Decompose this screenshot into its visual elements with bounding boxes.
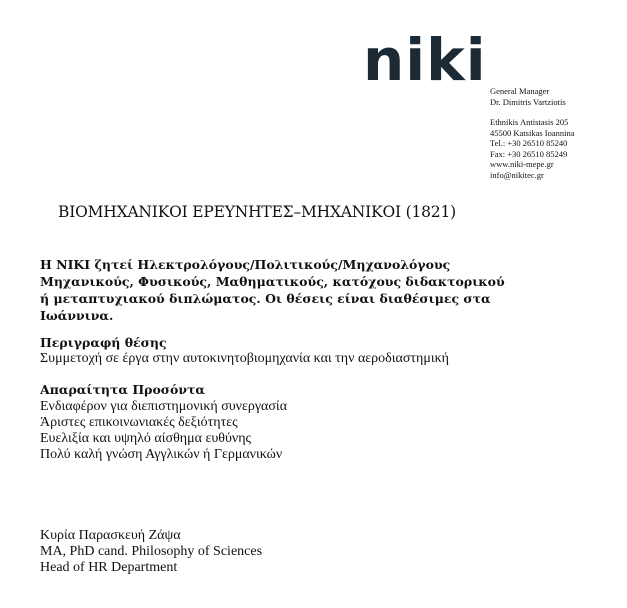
contact-name: Dr. Dimitris Vartziotis	[490, 96, 566, 107]
document-title: ΒΙΟΜΗΧΑΝΙΚΟΙ ΕΡΕΥΝΗΤΕΣ–ΜΗΧΑΝΙΚΟΙ (1821)	[58, 203, 456, 221]
requirement-item: Ενδιαφέρον για διεπιστημονική συνεργασία	[40, 399, 288, 414]
contact-tel: Tel.: +30 26510 85240	[490, 138, 568, 148]
requirements-heading: Απαραίτητα Προσόντα	[40, 382, 206, 397]
requirement-item: Άριστες επικοινωνιακές δεξιότητες	[40, 415, 238, 430]
requirement-item: Πολύ καλή γνώση Αγγλικών ή Γερμανικών	[40, 447, 283, 462]
requirements-list	[40, 399, 287, 463]
contact-block	[490, 86, 625, 180]
contact-role: General Manager	[490, 86, 550, 96]
signature-position: Head of HR Department	[40, 560, 178, 575]
signature-credentials: MA, PhD cand. Philosophy of Sciences	[40, 544, 263, 559]
contact-address-line1: Ethnikis Antistasis 205	[490, 117, 569, 127]
requirement-item: Ευελιξία και υψηλό αίσθημα ευθύνης	[40, 431, 252, 446]
contact-web[interactable]: www.niki-mepe.gr	[490, 159, 554, 169]
description-heading: Περιγραφή θέσης	[40, 335, 167, 350]
contact-fax: Fax: +30 26510 85249	[490, 148, 568, 159]
contact-email[interactable]: info@nikitec.gr	[490, 169, 544, 180]
intro-paragraph: Η NIKI ζητεί Ηλεκτρολόγους/Πολιτικούς/Μηχανολόγους Μηχανικούς, Φυσικούς, Μαθηματικούς, κατόχους διδακτορικού ή μεταπτυχιακού διπλώματος. Οι θέσεις είναι διαθέσιμες στα Ιωάννινα.	[40, 257, 505, 323]
signature-name: Κυρία Παρασκευή Ζάψα	[40, 528, 181, 543]
signature-block	[40, 528, 262, 576]
company-logo: niki	[363, 26, 487, 94]
description-text: Συμμετοχή σε έργα στην αυτοκινητοβιομηχανία και την αεροδιαστημική	[40, 351, 450, 366]
contact-address-line2: 45500 Katsikas Ioannina	[490, 127, 575, 138]
